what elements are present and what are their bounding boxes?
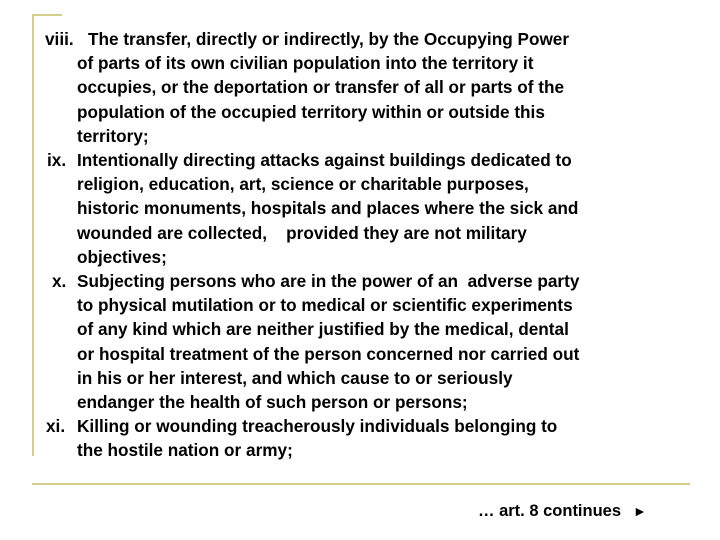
clause-line: to physical mutilation or to medical or scientific experiments <box>77 295 573 316</box>
clause-line: of any kind which are neither justified by the medical, dental <box>77 319 569 340</box>
bottom-divider <box>32 483 690 485</box>
right-pointer-icon: ► <box>633 503 647 519</box>
clause-line: occupies, or the deportation or transfer of all or parts of the <box>77 77 565 98</box>
clause-line: endanger the health of such person or persons; <box>77 392 468 413</box>
clause-xi <box>0 414 720 462</box>
clause-line: Intentionally directing attacks against buildings dedicated to <box>77 150 572 171</box>
clause-line: religion, education, art, science or charitable purposes, <box>77 174 529 195</box>
clause-number: xi. <box>46 416 66 437</box>
clause-line: the hostile nation or army; <box>77 440 293 461</box>
clause-line: territory; <box>77 125 149 146</box>
top-accent-rule <box>32 14 62 16</box>
clause-number: x. <box>52 271 67 292</box>
article-clauses <box>0 27 720 463</box>
clause-x <box>0 269 720 414</box>
clause-line: The transfer, directly or indirectly, by the Occupying Power <box>88 29 570 49</box>
continuation-text: … art. 8 continues <box>478 502 622 520</box>
clause-line: Killing or wounding treacherously individuals belonging to <box>77 416 558 437</box>
clause-line: objectives; <box>77 246 167 267</box>
clause-line: wounded are collected, provided they are not military <box>77 222 527 243</box>
clause-line: historic monuments, hospitals and places where the sick and <box>77 198 579 219</box>
clause-line: or hospital treatment of the person concerned nor carried out <box>77 343 580 364</box>
clause-line: of parts of its own civilian population into the territory it <box>77 53 534 74</box>
continuation-note <box>478 500 647 522</box>
clause-line: population of the occupied territory within or outside this <box>77 101 545 122</box>
clause-viii <box>0 27 720 148</box>
clause-line: in his or her interest, and which cause to or seriously <box>77 367 513 388</box>
clause-line: Subjecting persons who are in the power of an adverse party <box>77 271 580 292</box>
clause-ix <box>0 148 720 269</box>
clause-number: viii. <box>45 29 74 49</box>
clause-number: ix. <box>47 150 67 171</box>
